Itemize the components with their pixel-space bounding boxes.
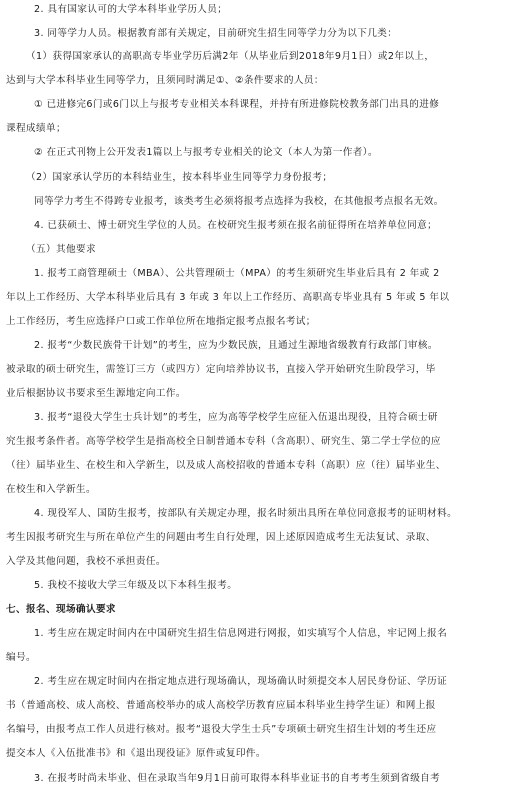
- text-line: （2）国家承认学历的本科结业生，按本科毕业生同等学力身份报考；: [26, 172, 333, 183]
- text-line: 编号。: [6, 652, 36, 663]
- text-line: 究生报考条件者。高等学校学生是指高校全日制普通本专科（含高职）、研究生、第二学士学位的应: [6, 436, 441, 447]
- text-line: 考生因报考研究生与所在单位产生的问题由考生自行处理，因上述原因造成考生无法复试、录取、: [6, 532, 436, 543]
- text-line: 4. 已获硕士、博士研究生学位的人员。在校研究生报考须在报名前征得所在培养单位同意；: [34, 220, 438, 231]
- text-line: 入学及其他问题，我校不承担责任。: [6, 556, 166, 567]
- text-line: 被录取的硕士研究生，需签订三方（或四方）定向培养协议书，直接入学开始研究生阶段学习，毕: [6, 364, 436, 375]
- text-line: （1）获得国家承认的高职高专毕业学历后满2年（从毕业后到2018年9月1日）或2年以上，: [26, 51, 435, 62]
- text-line: 在校生和入学新生。: [6, 484, 96, 495]
- text-line: 同等学力考生不得跨专业报考，该类考生必须将报考点选择为我校，在其他报考点报名无效。: [34, 196, 444, 207]
- section-heading: （五）其他要求: [26, 244, 96, 255]
- text-line: 业后根据协议书要求至生源地定向工作。: [6, 388, 186, 399]
- text-line: 5. 我校不接收大学三年级及以下本科生报考。: [34, 580, 238, 591]
- text-line: 年以上工作经历、大学本科毕业后具有 3 年或 3 年以上工作经历、高职高专毕业具有 5 年或 5 年以: [6, 292, 450, 303]
- text-line: 书（普通高校、成人高校、普通高校举办的成人高校学历教育应届本科毕业生持学生证）和网上报: [6, 700, 436, 711]
- text-line: 课程成绩单；: [6, 123, 66, 134]
- text-line: 达到与大学本科毕业生同等学力，且须同时满足①、②条件要求的人员：: [6, 75, 324, 86]
- text-line: ① 已进修完6门或6门以上与报考专业相关本科课程，并持有所进修院校教务部门出具的进修: [34, 99, 440, 110]
- text-line: 3. 同等学力人员。根据教育部有关规定，目前研究生招生同等学力分为以下几类：: [34, 28, 398, 39]
- text-line: 2. 报考“少数民族骨干计划”的考生，应为少数民族，且通过生源地省级教育行政部门审核。: [34, 340, 438, 351]
- section-heading: 七、报名、现场确认要求: [6, 604, 116, 615]
- text-line: 4. 现役军人、国防生报考，按部队有关规定办理，报名时须出具所在单位同意报考的证明材料。: [34, 508, 458, 519]
- text-line: 3. 在报考时尚未毕业、但在录取当年9月1日前可取得本科毕业证书的自考考生须到省级自考: [34, 773, 441, 784]
- text-line: 3. 报考“退役大学生士兵计划”的考生，应为高等学校学生应征入伍退出现役，且符合硕士研: [34, 412, 438, 423]
- text-line: 2. 具有国家认可的大学本科毕业学历人员；: [34, 4, 228, 15]
- text-line: 1. 考生应在规定时间内在中国研究生招生信息网进行网报，如实填写个人信息，牢记网上报名: [34, 628, 448, 639]
- text-line: 上工作经历，考生应选择户口或工作单位所在地指定报考点报名考试；: [6, 316, 316, 327]
- text-line: 2. 考生应在规定时间内在指定地点进行现场确认，现场确认时须提交本人居民身份证、学历证: [34, 676, 448, 687]
- text-line: 提交本人《入伍批准书》和《退出现役证》原件或复印件。: [6, 748, 266, 759]
- text-line: 1. 报考工商管理硕士（MBA）、公共管理硕士（MPA）的考生须研究生毕业后具有 2 年或 2: [34, 268, 440, 279]
- text-line: 名编号，由报考点工作人员进行核对。报考“退役大学生士兵”专项硕士研究生招生计划的考生还应: [6, 724, 437, 735]
- text-line: （往）届毕业生、在校生和入学新生，以及成人高校招收的普通本专科（高职）应（往）届毕业生、: [6, 460, 446, 471]
- text-line: ② 在正式刊物上公开发表1篇以上与报考专业相关的论文（本人为第一作者）。: [34, 147, 378, 158]
